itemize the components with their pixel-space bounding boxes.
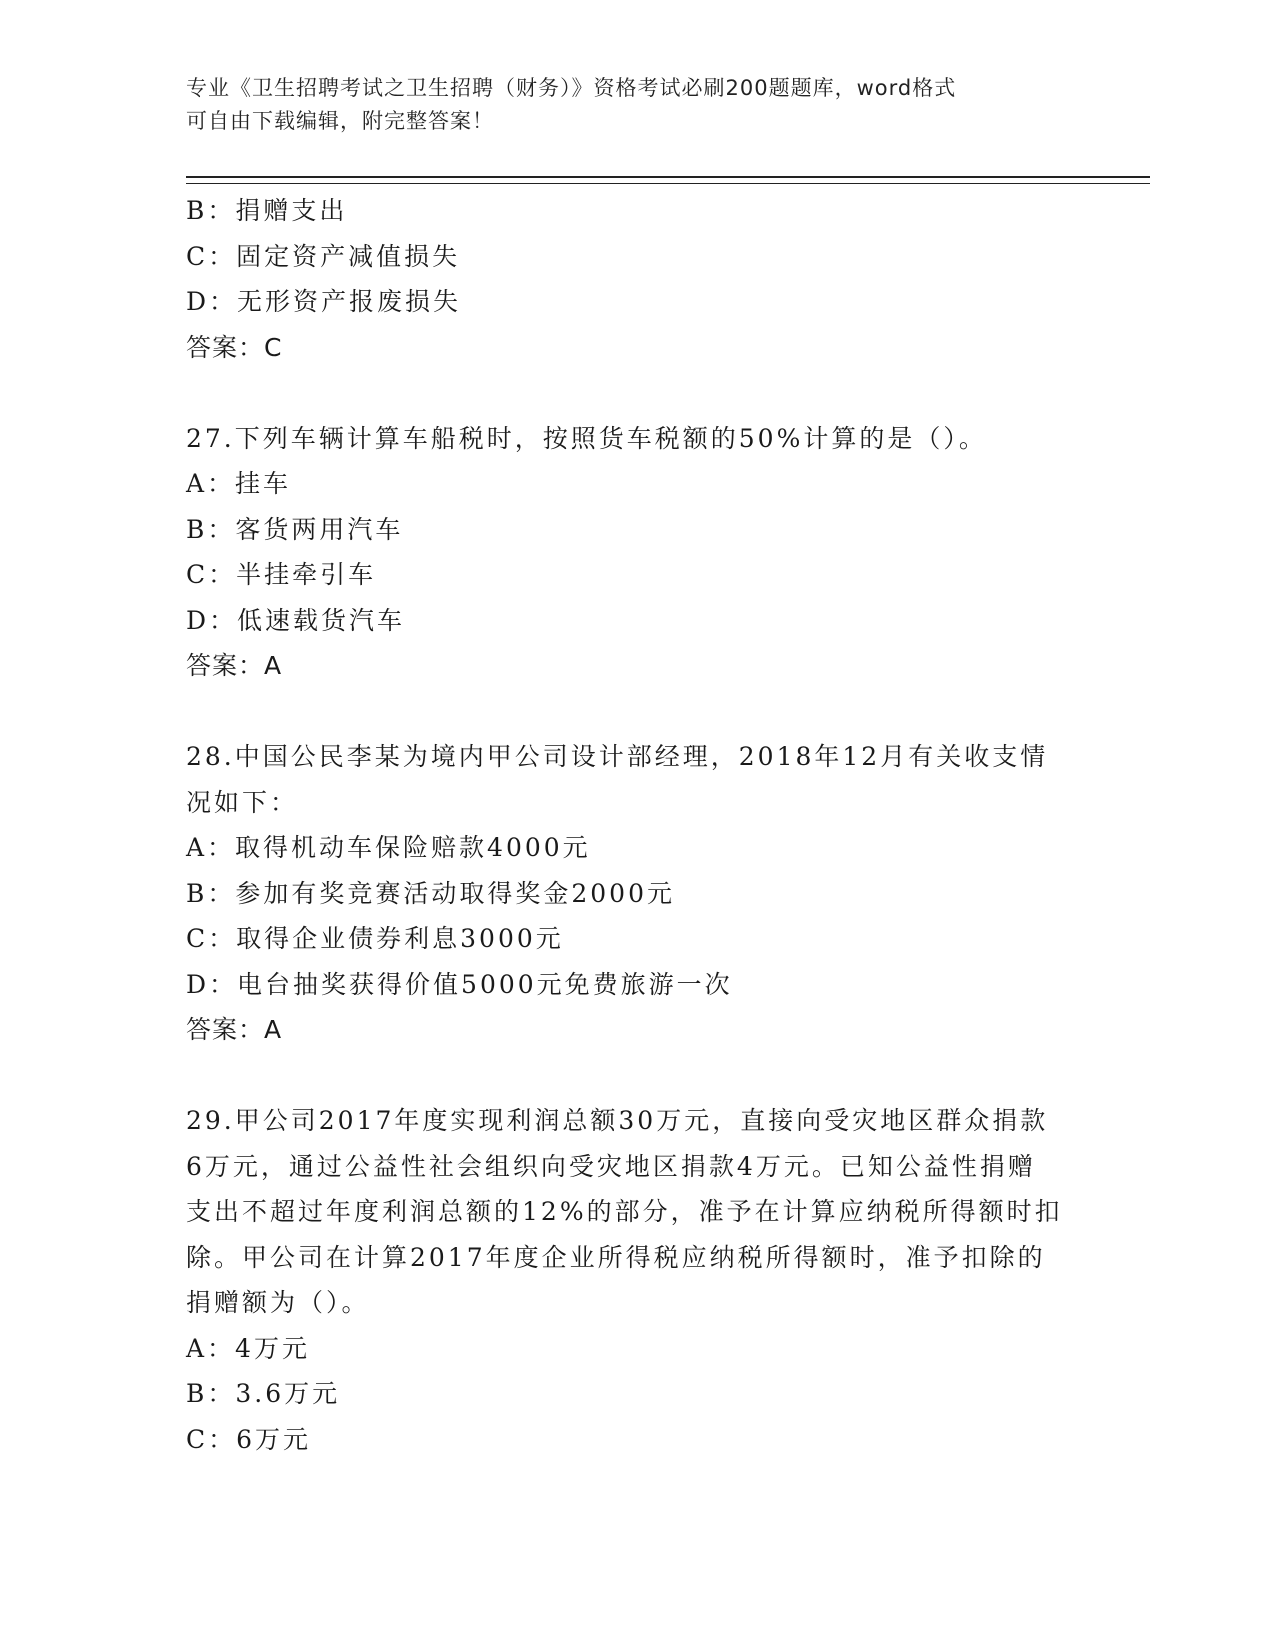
- spacer: [186, 689, 1086, 735]
- question-29-stem-line-4: 除。甲公司在计算2017年度企业所得税应纳税所得额时，准予扣除的: [186, 1242, 1046, 1272]
- q29-option-c: C：6万元: [186, 1424, 312, 1454]
- q29-option-a: A：4万元: [186, 1333, 310, 1363]
- question-29-stem-line-1: 29.甲公司2017年度实现利润总额30万元，直接向受灾地区群众捐款: [186, 1106, 1049, 1135]
- q28-option-b: B：参加有奖竞赛活动取得奖金2000元: [186, 878, 675, 908]
- q27-option-a: A：挂车: [186, 469, 292, 498]
- q28-answer: 答案：A: [186, 1015, 283, 1044]
- header-title-line-1: 专业《卫生招聘考试之卫生招聘（财务）》资格考试必刷200题题库，word格式: [186, 76, 957, 100]
- question-29-stem-line-2: 6万元，通过公益性社会组织向受灾地区捐款4万元。已知公益性捐赠: [186, 1151, 1036, 1181]
- q29-option-b: B：3.6万元: [186, 1379, 341, 1408]
- question-27-stem: 27.下列车辆计算车船税时，按照货车税额的50%计算的是（）。: [186, 423, 987, 453]
- q27-option-c: C：半挂牵引车: [186, 560, 377, 589]
- q27-option-d: D：低速载货汽车: [186, 605, 406, 635]
- header-title-line-2: 可自由下载编辑，附完整答案！: [186, 109, 494, 133]
- q28-option-a: A：取得机动车保险赔款4000元: [186, 833, 591, 862]
- question-28-stem-line-2: 况如下：: [186, 787, 299, 817]
- spacer: [186, 1053, 1086, 1099]
- question-29-stem-line-3: 支出不超过年度利润总额的12%的部分，准予在计算应纳税所得额时扣: [186, 1197, 1063, 1226]
- option-b: B：捐赠支出: [186, 196, 348, 225]
- q28-option-c: C：取得企业债券利息3000元: [186, 924, 564, 953]
- option-c: C：固定资产减值损失: [186, 241, 461, 271]
- q27-answer: 答案：A: [186, 651, 283, 680]
- question-content: [186, 188, 1086, 1462]
- option-d: D：无形资产报废损失: [186, 287, 462, 316]
- question-28-stem-line-1: 28.中国公民李某为境内甲公司设计部经理，2018年12月有关收支情: [186, 742, 1049, 771]
- answer-line: 答案：C: [186, 332, 283, 362]
- page-header: [186, 72, 1066, 138]
- spacer: [186, 370, 1086, 416]
- question-29-stem-line-5: 捐赠额为（）。: [186, 1288, 370, 1317]
- q27-option-b: B：客货两用汽车: [186, 514, 404, 544]
- header-divider: [186, 176, 1150, 184]
- q28-option-d: D：电台抽奖获得价值5000元免费旅游一次: [186, 969, 733, 999]
